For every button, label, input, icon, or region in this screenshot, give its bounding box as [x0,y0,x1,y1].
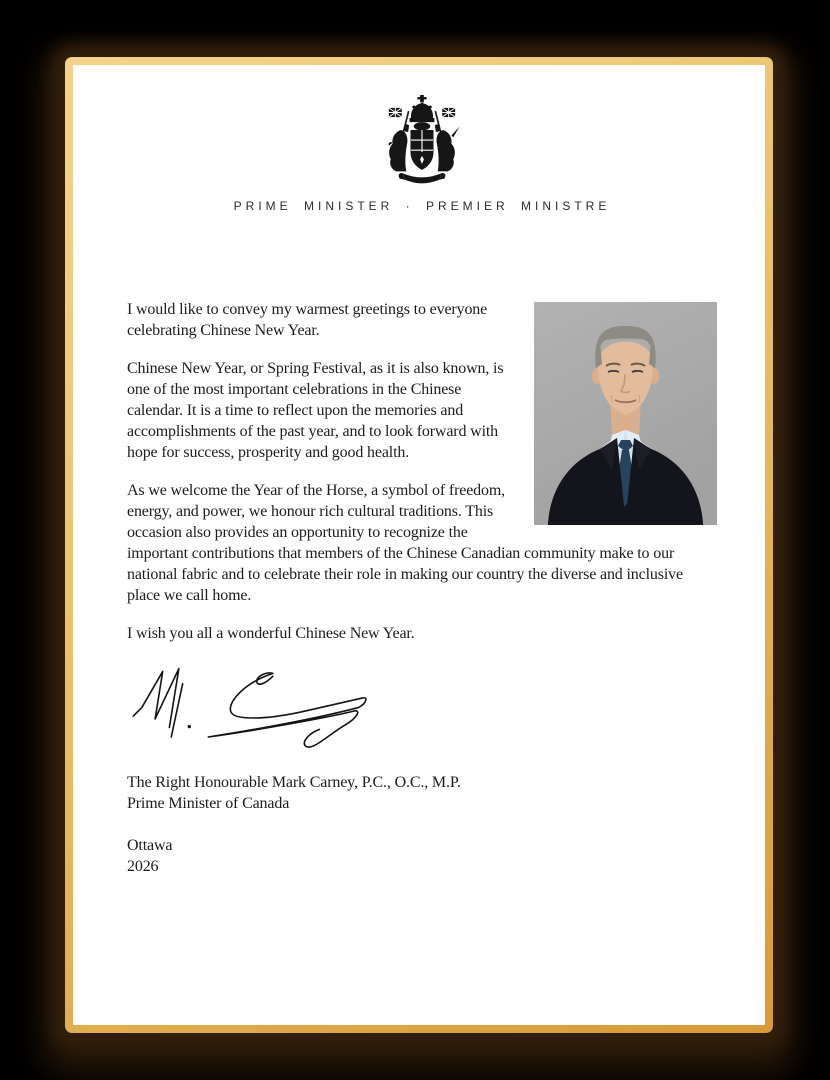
gold-page-frame [65,57,773,1033]
canada-coat-of-arms-icon [380,95,464,187]
letter-body [127,299,717,877]
portrait-illustration [534,302,717,525]
mark-carney-signature [127,661,377,756]
letter-paragraph-4: I wish you all a wonderful Chinese New Year. [127,625,415,642]
letter-paragraph-2: Chinese New Year, or Spring Festival, as it is also known, is one of the most important celebrations in the Chinese calendar. It is a time to reflect upon the memories and accomplishments of the past year, and to look forward with hope for success, prosperity and good health. [127,360,504,461]
masthead-title: PRIME MINISTER · PREMIER MINISTRE [233,199,611,213]
letter-page [73,65,765,1025]
letter-paragraph-3: As we welcome the Year of the Horse, a symbol of freedom, energy, and power, we honour rich cultural traditions. This occasion also provides an opportunity to recognize the important contributions that members of the Chinese Canadian community make to our national fabric and to celebrate their role in making our country the diverse and inclusive place we call home. [127,482,683,604]
portrait-photo-of-mark-carney [534,302,717,525]
place-date-block [127,835,717,877]
place: Ottawa [127,837,173,854]
signatory-title: Prime Minister of Canada [127,795,290,812]
year: 2026 [127,858,159,875]
signatory-block [127,772,717,814]
signatory-name: The Right Honourable Mark Carney, P.C., O.C., M.P. [127,774,461,791]
letter-paragraph-1: I would like to convey my warmest greetings to everyone celebrating Chinese New Year. [127,301,488,339]
